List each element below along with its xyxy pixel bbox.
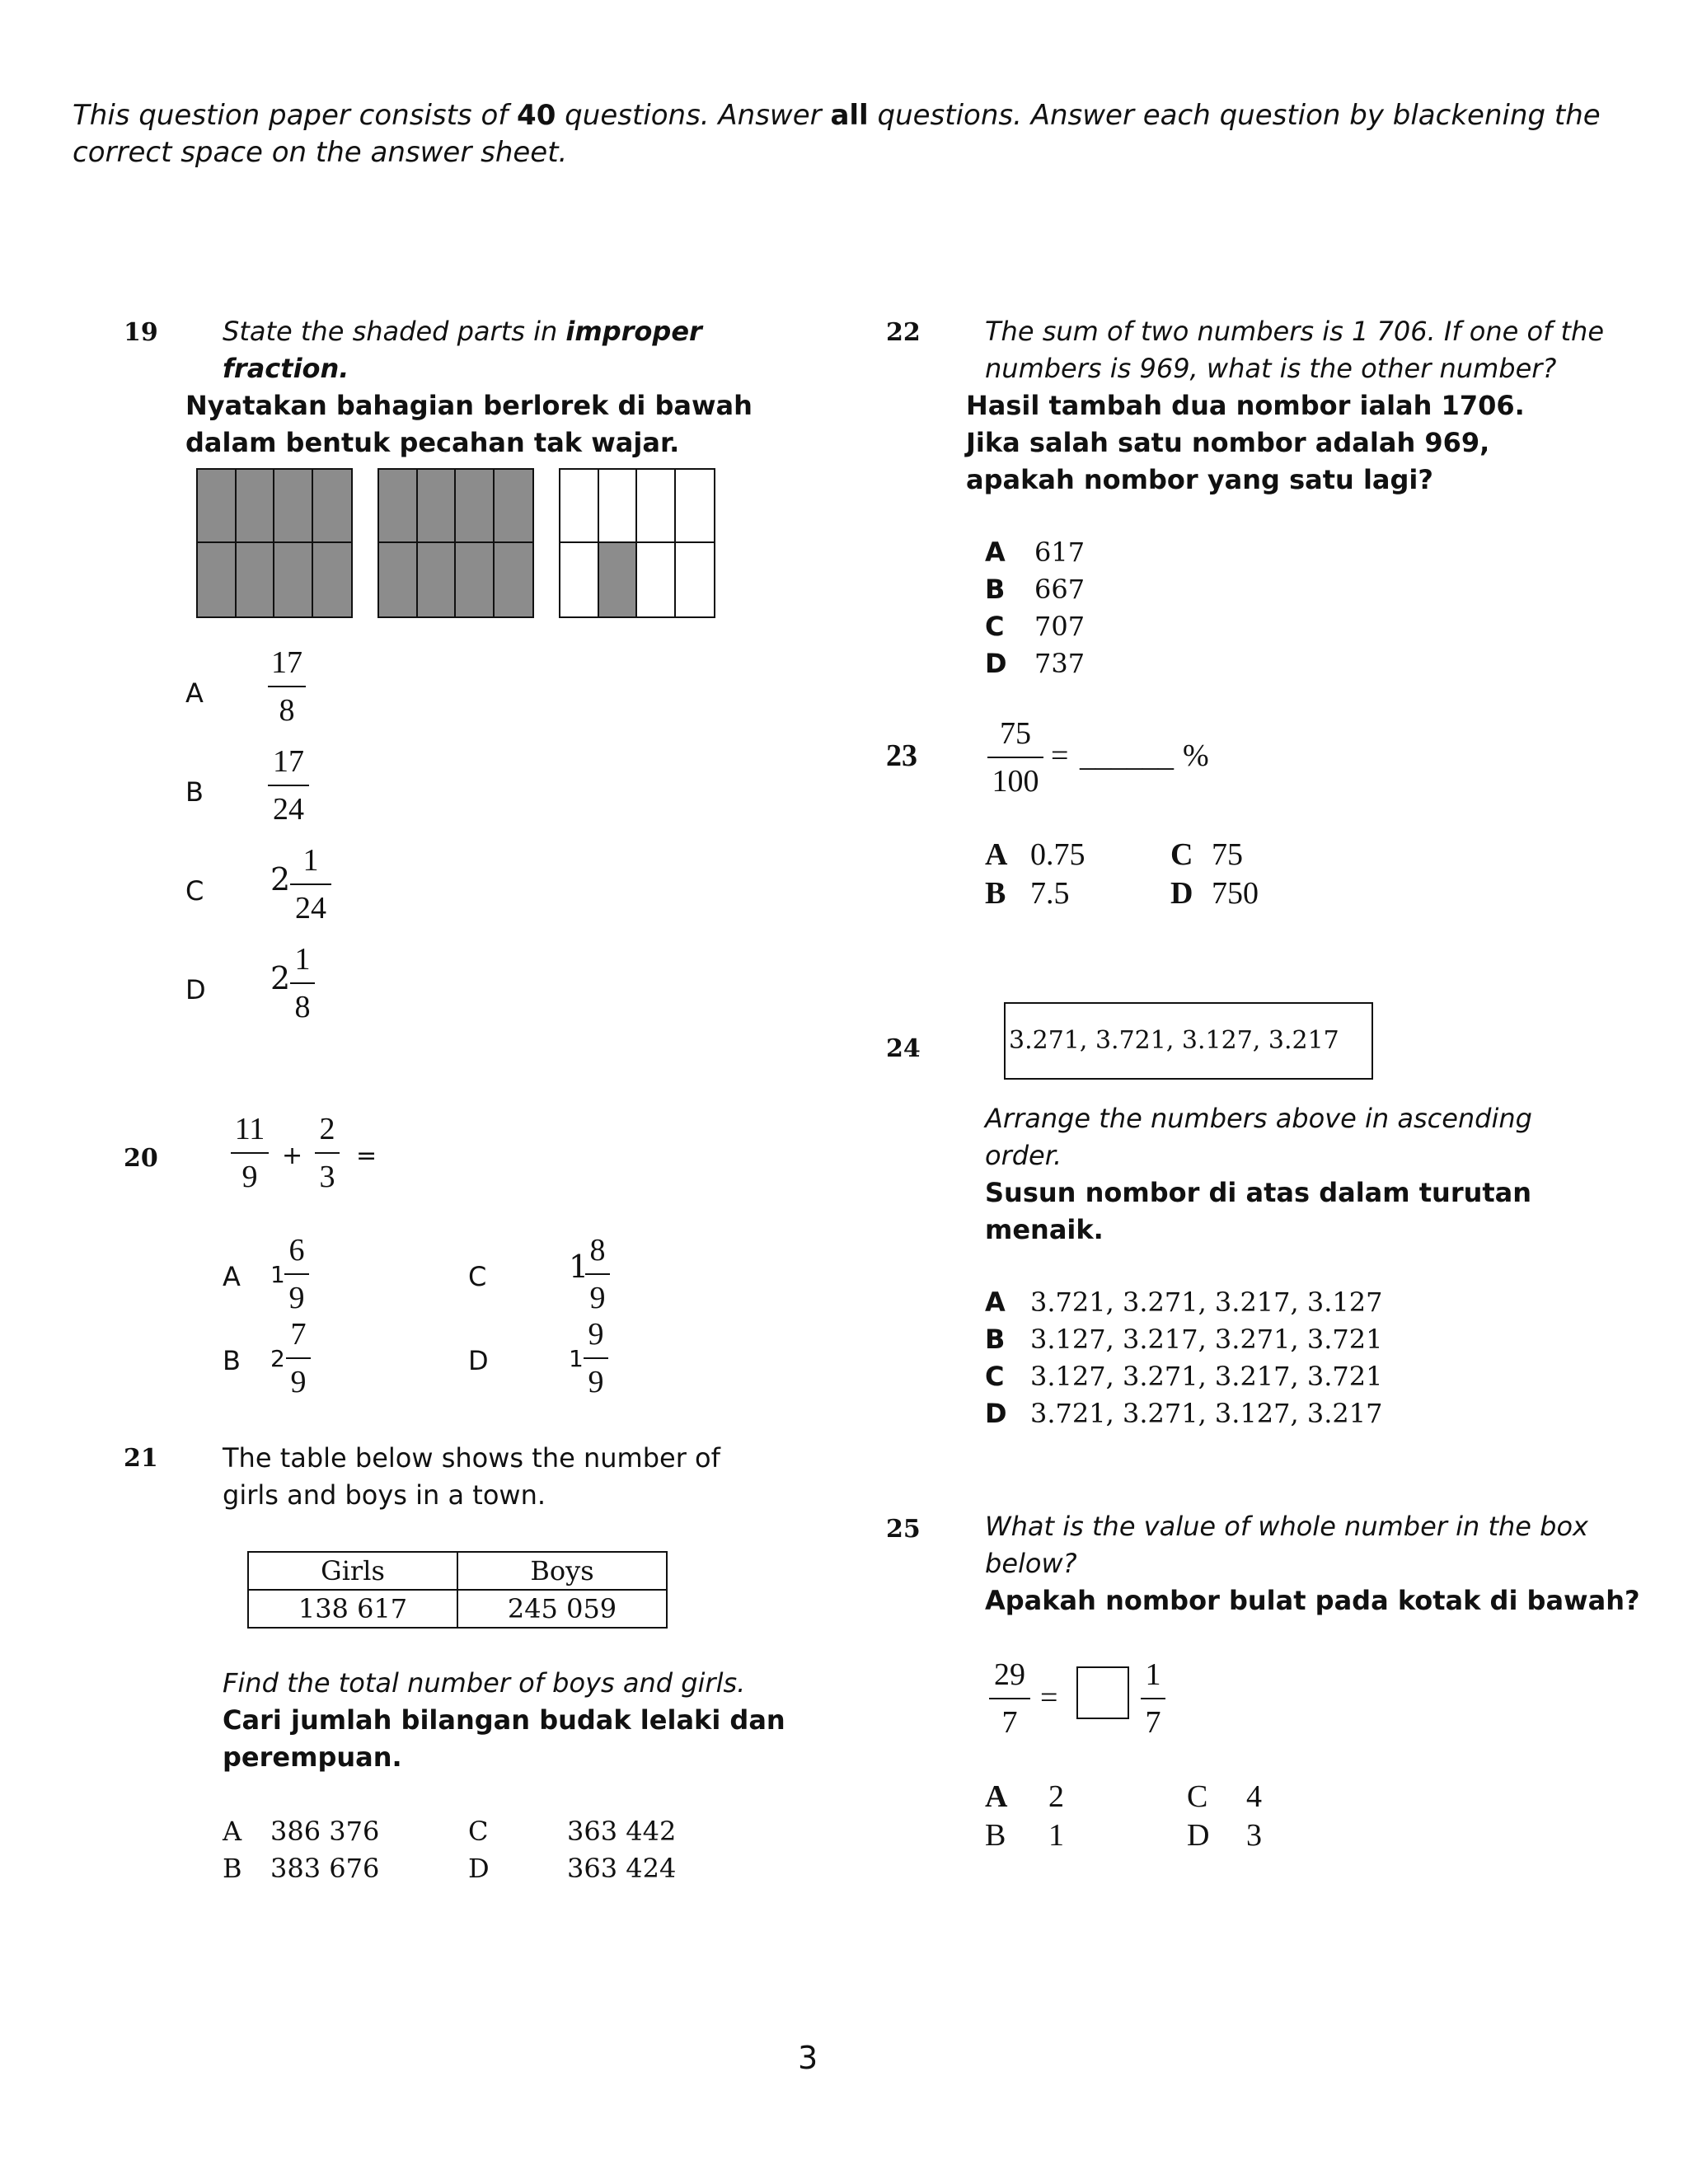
option-value: 3.721, 3.271, 3.217, 3.127 — [1030, 1286, 1383, 1318]
option-letter: C — [1170, 837, 1193, 872]
option-letter: C — [1187, 1779, 1208, 1814]
page-number: 3 — [798, 2040, 818, 2076]
q25-text-ms: Apakah nombor bulat pada kotak di bawah? — [985, 1585, 1640, 1616]
option-value: 3.127, 3.271, 3.217, 3.721 — [1030, 1361, 1383, 1392]
option-letter: D — [1170, 876, 1193, 911]
option-fraction: 17 24 — [268, 743, 309, 827]
option-fraction: 8 9 — [585, 1232, 610, 1316]
option-value: 2 — [1048, 1779, 1064, 1814]
shaded-cell — [495, 470, 533, 543]
option-letter: C — [468, 1261, 487, 1292]
shaded-cell — [379, 470, 418, 543]
option-letter: D — [985, 1398, 1007, 1429]
fraction: 11 9 — [231, 1111, 269, 1195]
fraction: 1 7 — [1141, 1657, 1165, 1741]
option-letter: C — [468, 1816, 489, 1847]
option-value: 4 — [1246, 1779, 1262, 1814]
question-number: 21 — [124, 1444, 158, 1473]
unshaded-cell — [637, 543, 676, 616]
q19-text-ms-2: dalam bentuk pecahan tak wajar. — [185, 427, 680, 458]
shaded-cell — [599, 543, 638, 616]
option-letter: A — [985, 1286, 1006, 1318]
q21-text-ms-2: perempuan. — [223, 1741, 402, 1773]
unshaded-cell — [599, 470, 638, 543]
option-value: 363 424 — [567, 1853, 677, 1884]
shaded-cell — [418, 470, 457, 543]
shaded-cell — [456, 543, 495, 616]
q19-text-en-2: fraction. — [223, 353, 349, 384]
q24-text-en-2: order. — [985, 1140, 1062, 1171]
fraction-grid — [196, 468, 353, 618]
q25-text-en-2: below? — [985, 1548, 1077, 1579]
option-letter: B — [985, 574, 1006, 605]
percent-sign: % — [1183, 738, 1209, 773]
option-value: 3.721, 3.271, 3.127, 3.217 — [1030, 1398, 1383, 1429]
option-letter: D — [1187, 1818, 1210, 1853]
fraction: 2 3 — [315, 1111, 340, 1195]
option-letter: A — [223, 1261, 241, 1292]
option-value: 667 — [1034, 574, 1085, 605]
option-letter: B — [985, 876, 1006, 911]
fraction-grid — [377, 468, 534, 618]
unshaded-cell — [560, 470, 599, 543]
q22-text-ms: Hasil tambah dua nombor ialah 1706. — [966, 390, 1525, 421]
option-letter: D — [468, 1853, 490, 1884]
q22-text-ms-3: apakah nombor yang satu lagi? — [966, 464, 1433, 495]
option-letter: A — [985, 537, 1006, 568]
option-letter: B — [185, 776, 204, 808]
option-letter: D — [468, 1345, 489, 1376]
unshaded-cell — [676, 543, 715, 616]
option-value: 750 — [1212, 876, 1259, 911]
option-value: 7.5 — [1030, 876, 1070, 911]
option-value: 363 442 — [567, 1816, 677, 1847]
option-fraction: 7 9 — [286, 1316, 311, 1400]
option-value: 386 376 — [270, 1816, 380, 1847]
option-fraction: 17 8 — [268, 644, 306, 729]
answer-blank: ______ — [1080, 738, 1174, 773]
option-whole: 1 — [569, 1345, 584, 1372]
q21-text-en: Find the total number of boys and girls. — [223, 1667, 746, 1699]
option-value: 1 — [1048, 1818, 1064, 1853]
shaded-cell — [456, 470, 495, 543]
instructions: This question paper consists of 40 questions. Answer all questions. Answer each question by blackening the correct space on the answer sheet. — [73, 99, 1601, 169]
equals-sign: = — [1051, 738, 1069, 773]
shaded-cell — [313, 543, 352, 616]
q19-text-en: State the shaded parts in improper — [223, 316, 702, 347]
q22-text-en: The sum of two numbers is 1 706. If one of the — [985, 316, 1605, 347]
option-letter: A — [985, 1779, 1008, 1814]
question-number: 20 — [124, 1144, 158, 1173]
equals-sign: = — [1040, 1680, 1058, 1715]
option-letter: C — [985, 611, 1005, 642]
question-number: 19 — [124, 318, 158, 347]
option-fraction: 1 24 — [290, 842, 331, 926]
table-header: Boys — [457, 1552, 667, 1590]
question-number: 25 — [886, 1515, 921, 1544]
option-letter: C — [185, 875, 204, 907]
option-letter: B — [223, 1345, 241, 1376]
option-whole: 2 — [270, 1345, 285, 1372]
unshaded-cell — [676, 470, 715, 543]
q19-text-ms: Nyatakan bahagian berlorek di bawah — [185, 390, 753, 421]
q21-text-2: girls and boys in a town. — [223, 1479, 546, 1511]
option-fraction: 9 9 — [584, 1316, 608, 1400]
q21-text-ms: Cari jumlah bilangan budak lelaki dan — [223, 1704, 785, 1736]
option-letter: B — [985, 1324, 1006, 1355]
equals-sign: = — [356, 1141, 377, 1170]
option-whole: 1 — [270, 1261, 285, 1288]
option-letter: B — [223, 1853, 242, 1884]
option-fraction: 6 9 — [284, 1232, 309, 1316]
unshaded-cell — [637, 470, 676, 543]
option-whole: 2 — [270, 960, 291, 996]
option-letter: B — [985, 1818, 1006, 1853]
option-value: 75 — [1212, 837, 1243, 872]
shaded-cell — [274, 543, 313, 616]
q21-text: The table below shows the number of — [223, 1442, 720, 1474]
fraction: 29 7 — [989, 1657, 1030, 1741]
shaded-cell — [274, 470, 313, 543]
shaded-cell — [237, 470, 275, 543]
table-header: Girls — [248, 1552, 457, 1590]
shaded-cell — [418, 543, 457, 616]
data-table — [247, 1551, 668, 1629]
shaded-cell — [313, 470, 352, 543]
option-letter: D — [985, 648, 1007, 679]
number-box: 3.271, 3.721, 3.127, 3.217 — [1004, 1002, 1373, 1080]
q22-text-en-2: numbers is 969, what is the other number? — [985, 353, 1557, 384]
option-value: 3 — [1246, 1818, 1262, 1853]
table-cell: 138 617 — [248, 1590, 457, 1628]
shaded-cell — [495, 543, 533, 616]
plus-sign: + — [282, 1141, 303, 1170]
q24-text-en: Arrange the numbers above in ascending — [985, 1103, 1532, 1134]
option-value: 707 — [1034, 611, 1085, 642]
option-letter: A — [223, 1816, 242, 1847]
question-number: 22 — [886, 318, 921, 347]
option-letter: D — [185, 974, 206, 1005]
q25-text-en: What is the value of whole number in the box — [985, 1511, 1588, 1542]
fraction: 75 100 — [987, 715, 1043, 799]
shaded-cell — [379, 543, 418, 616]
option-fraction: 1 8 — [290, 941, 315, 1025]
q24-text-ms-2: menaik. — [985, 1214, 1104, 1245]
fraction-grid — [559, 468, 715, 618]
table-cell: 245 059 — [457, 1590, 667, 1628]
question-number: 23 — [886, 738, 917, 773]
option-value: 617 — [1034, 537, 1085, 568]
option-value: 0.75 — [1030, 837, 1085, 872]
option-letter: C — [985, 1361, 1005, 1392]
option-whole: 1 — [569, 1249, 589, 1285]
option-value: 383 676 — [270, 1853, 380, 1884]
option-whole: 2 — [270, 861, 291, 898]
option-letter: A — [985, 837, 1008, 872]
answer-box — [1076, 1666, 1129, 1719]
shaded-cell — [198, 543, 237, 616]
q22-text-ms-2: Jika salah satu nombor adalah 969, — [966, 427, 1490, 458]
shaded-cell — [237, 543, 275, 616]
shaded-cell — [198, 470, 237, 543]
question-number: 24 — [886, 1034, 921, 1063]
option-letter: A — [185, 677, 204, 709]
unshaded-cell — [560, 543, 599, 616]
option-value: 737 — [1034, 648, 1085, 679]
q24-text-ms: Susun nombor di atas dalam turutan — [985, 1177, 1532, 1208]
option-value: 3.127, 3.217, 3.271, 3.721 — [1030, 1324, 1383, 1355]
